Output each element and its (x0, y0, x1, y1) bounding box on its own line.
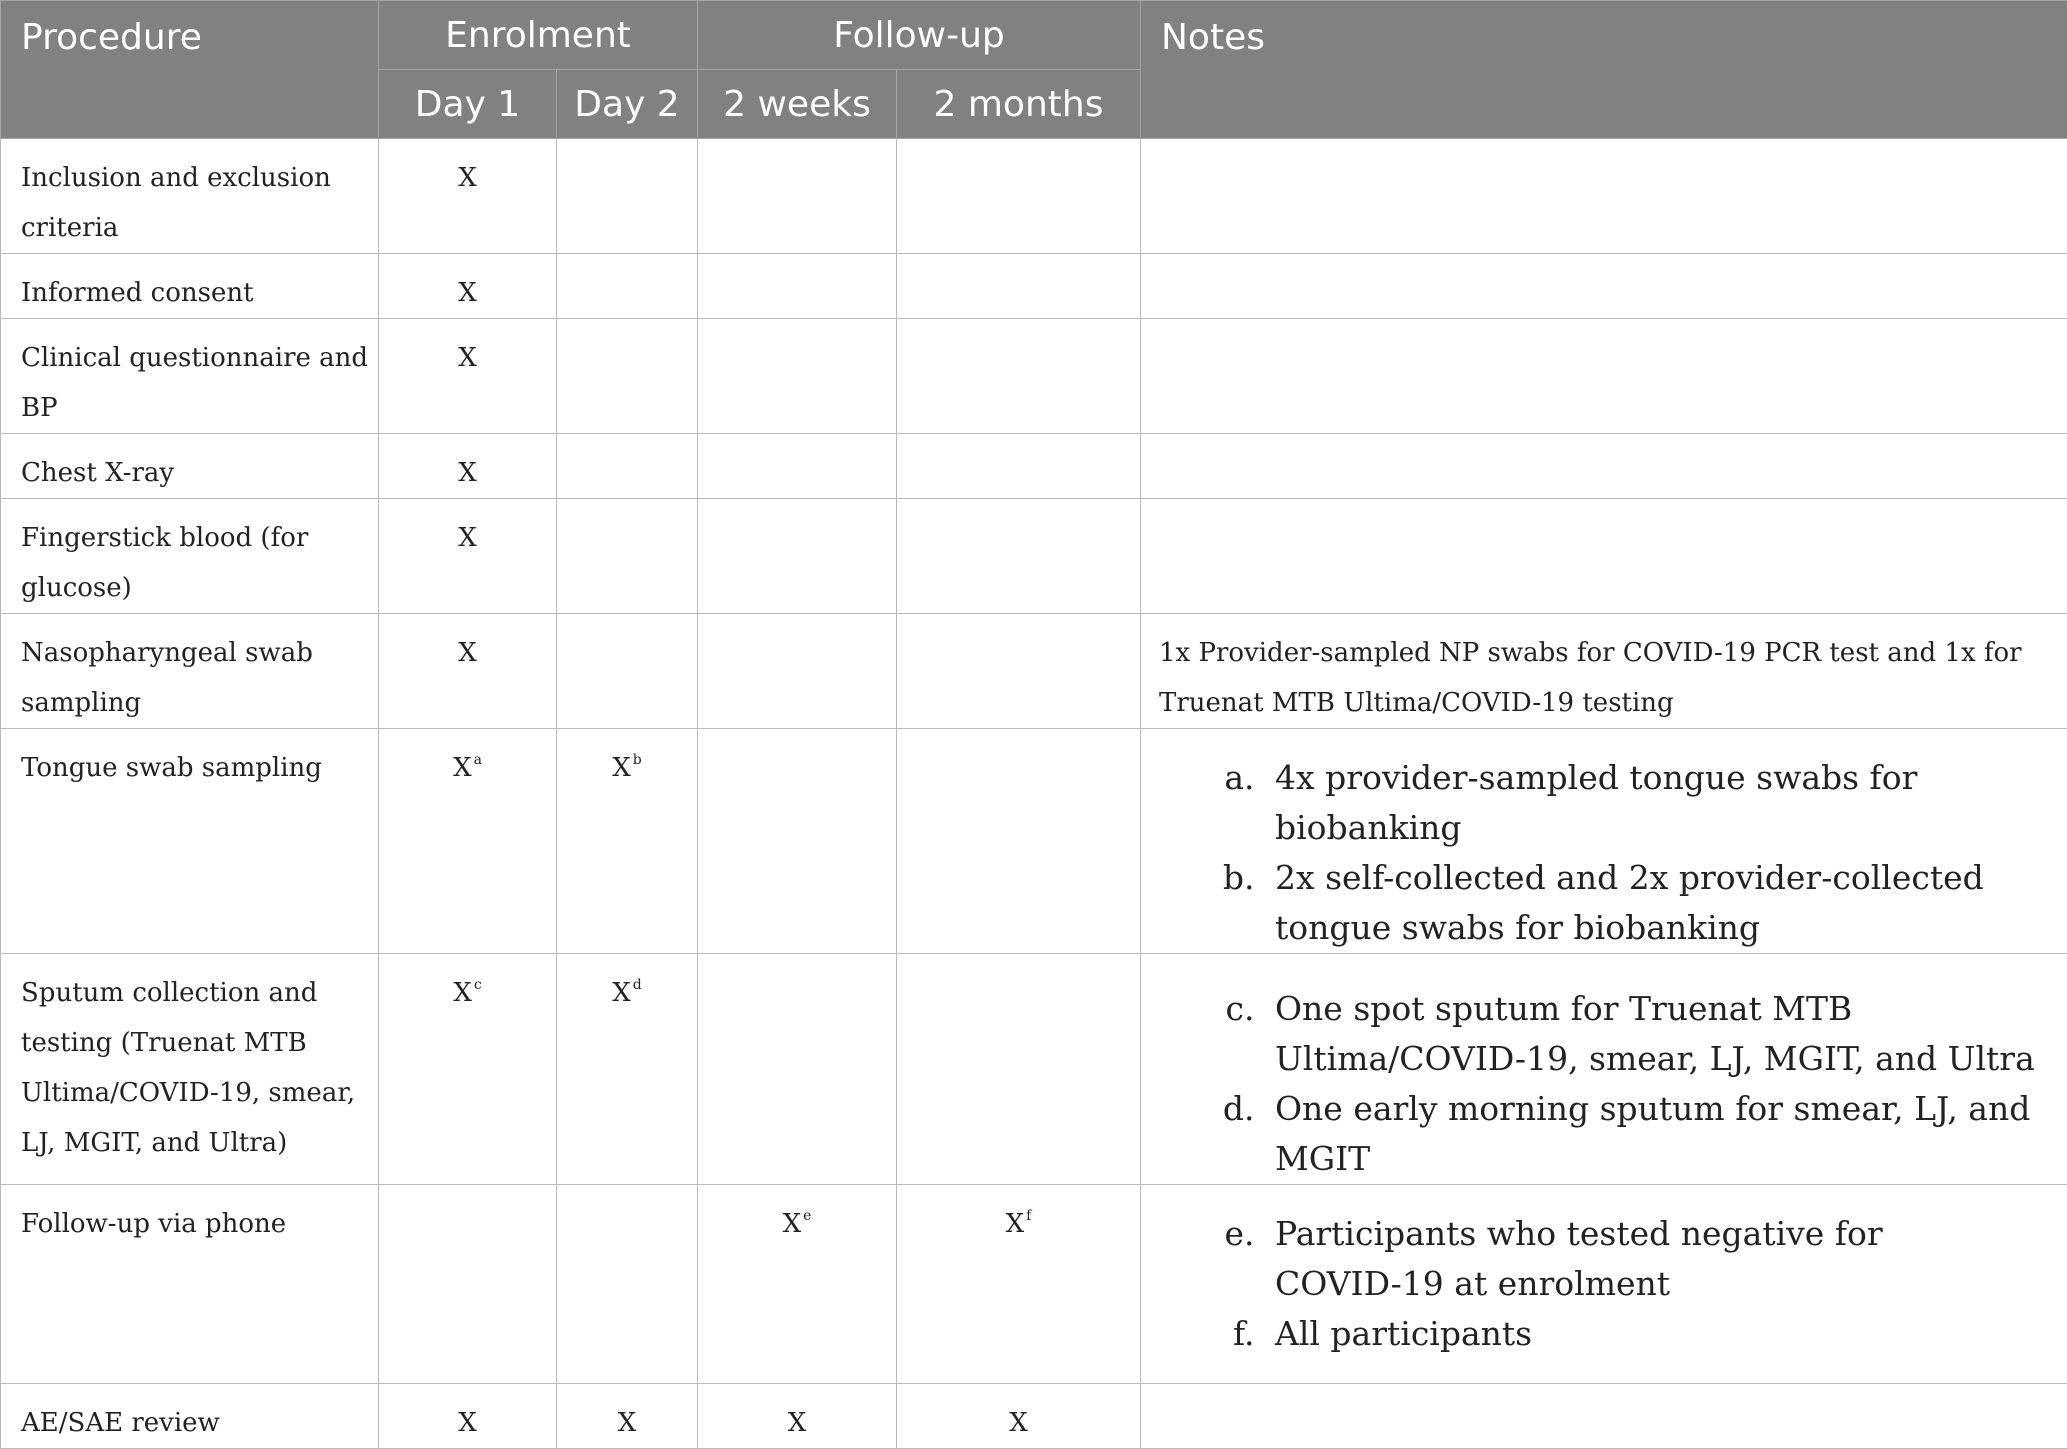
months2-cell (897, 729, 1141, 954)
table-row (1, 614, 2067, 729)
procedure-cell: Inclusion and exclusion criteria (1, 139, 379, 254)
mark: X (458, 343, 477, 373)
weeks2-cell (698, 729, 897, 954)
months2-cell (897, 1185, 1141, 1384)
weeks2-cell (698, 1384, 897, 1449)
procedure-cell: Follow-up via phone (1, 1185, 379, 1384)
mark: X (1009, 1408, 1028, 1438)
note-item: f. All participants (1265, 1309, 1977, 1359)
footnote-marker: a (474, 752, 482, 768)
footnote-marker: c (474, 977, 482, 993)
notes-cell (1141, 319, 2067, 434)
table-row (1, 1185, 2067, 1384)
day2-cell (557, 499, 698, 614)
notes-cell (1141, 254, 2067, 319)
day1-cell (379, 254, 557, 319)
mark: X (458, 523, 477, 553)
day1-cell (379, 434, 557, 499)
months2-cell (897, 434, 1141, 499)
day2-cell (557, 434, 698, 499)
weeks2-cell (698, 139, 897, 254)
notes-cell: 1x Provider-sampled NP swabs for COVID-19 PCR test and 1x for Truenat MTB Ultima/COVID-19 testing (1141, 614, 2067, 729)
weeks2-cell (698, 954, 897, 1185)
header-2-months: 2 months (897, 70, 1141, 139)
footnote-marker: f (1026, 1208, 1031, 1224)
day1-cell (379, 1384, 557, 1449)
table-row (1, 729, 2067, 954)
day1-cell (379, 1185, 557, 1384)
months2-cell (897, 254, 1141, 319)
table-row (1, 499, 2067, 614)
note-item: e. Participants who tested negative for COVID-19 at enrolment (1265, 1209, 1977, 1309)
months2-cell (897, 499, 1141, 614)
weeks2-cell (698, 254, 897, 319)
table-row (1, 319, 2067, 434)
table-row (1, 139, 2067, 254)
months2-cell (897, 139, 1141, 254)
procedure-cell: Tongue swab sampling (1, 729, 379, 954)
procedure-cell: Sputum collection and testing (Truenat MTB Ultima/COVID-19, smear, LJ, MGIT, and Ultra) (1, 954, 379, 1185)
notes-cell (1141, 139, 2067, 254)
table-row (1, 434, 2067, 499)
header-2-weeks: 2 weeks (698, 70, 897, 139)
mark: X (612, 753, 631, 783)
notes-list (1141, 753, 2057, 953)
day1-cell (379, 614, 557, 729)
mark: X (453, 978, 472, 1008)
footnote-marker: e (803, 1208, 811, 1224)
footnote-marker: b (633, 752, 642, 768)
mark: X (618, 1408, 637, 1438)
mark: X (453, 753, 472, 783)
header-follow-up: Follow-up (698, 1, 1141, 70)
note-item: b. 2x self-collected and 2x provider-collected tongue swabs for biobanking (1265, 853, 2057, 953)
procedure-cell: AE/SAE review (1, 1384, 379, 1449)
day1-cell (379, 729, 557, 954)
weeks2-cell (698, 499, 897, 614)
months2-cell (897, 954, 1141, 1185)
mark: X (612, 978, 631, 1008)
procedure-cell: Fingerstick blood (for glucose) (1, 499, 379, 614)
mark: X (788, 1408, 807, 1438)
day2-cell (557, 954, 698, 1185)
notes-cell (1141, 1384, 2067, 1449)
notes-cell (1141, 729, 2067, 954)
day1-cell (379, 319, 557, 434)
day2-cell (557, 139, 698, 254)
procedure-cell: Chest X-ray (1, 434, 379, 499)
weeks2-cell (698, 614, 897, 729)
months2-cell (897, 319, 1141, 434)
table-row (1, 254, 2067, 319)
mark: X (458, 638, 477, 668)
day2-cell (557, 1185, 698, 1384)
weeks2-cell (698, 1185, 897, 1384)
procedure-cell: Nasopharyngeal swab sampling (1, 614, 379, 729)
note-item: d. One early morning sputum for smear, LJ, and MGIT (1265, 1084, 2057, 1184)
notes-cell (1141, 499, 2067, 614)
note-item: a. 4x provider-sampled tongue swabs for biobanking (1265, 753, 2057, 853)
note-item: c. One spot sputum for Truenat MTB Ultima/COVID-19, smear, LJ, MGIT, and Ultra (1265, 984, 2057, 1084)
notes-cell (1141, 434, 2067, 499)
day1-cell (379, 139, 557, 254)
day1-cell (379, 499, 557, 614)
weeks2-cell (698, 434, 897, 499)
table-row (1, 1384, 2067, 1449)
mark: X (458, 163, 477, 193)
mark: X (458, 278, 477, 308)
header-procedure: Procedure (1, 1, 379, 139)
day2-cell (557, 614, 698, 729)
notes-list (1141, 1209, 2057, 1359)
months2-cell (897, 614, 1141, 729)
mark: X (1006, 1209, 1025, 1239)
header-enrolment: Enrolment (379, 1, 698, 70)
procedure-cell: Informed consent (1, 254, 379, 319)
day2-cell (557, 729, 698, 954)
table-row (1, 954, 2067, 1185)
footnote-marker: d (633, 977, 642, 993)
mark: X (458, 1408, 477, 1438)
weeks2-cell (698, 319, 897, 434)
day1-cell (379, 954, 557, 1185)
header-row-1 (1, 1, 2067, 70)
months2-cell (897, 1384, 1141, 1449)
day2-cell (557, 1384, 698, 1449)
notes-cell (1141, 954, 2067, 1185)
notes-list (1141, 984, 2057, 1184)
day2-cell (557, 319, 698, 434)
header-day-1: Day 1 (379, 70, 557, 139)
header-day-2: Day 2 (557, 70, 698, 139)
mark: X (458, 458, 477, 488)
mark: X (783, 1209, 802, 1239)
notes-cell (1141, 1185, 2067, 1384)
header-notes: Notes (1141, 1, 2067, 139)
procedure-cell: Clinical questionnaire and BP (1, 319, 379, 434)
day2-cell (557, 254, 698, 319)
